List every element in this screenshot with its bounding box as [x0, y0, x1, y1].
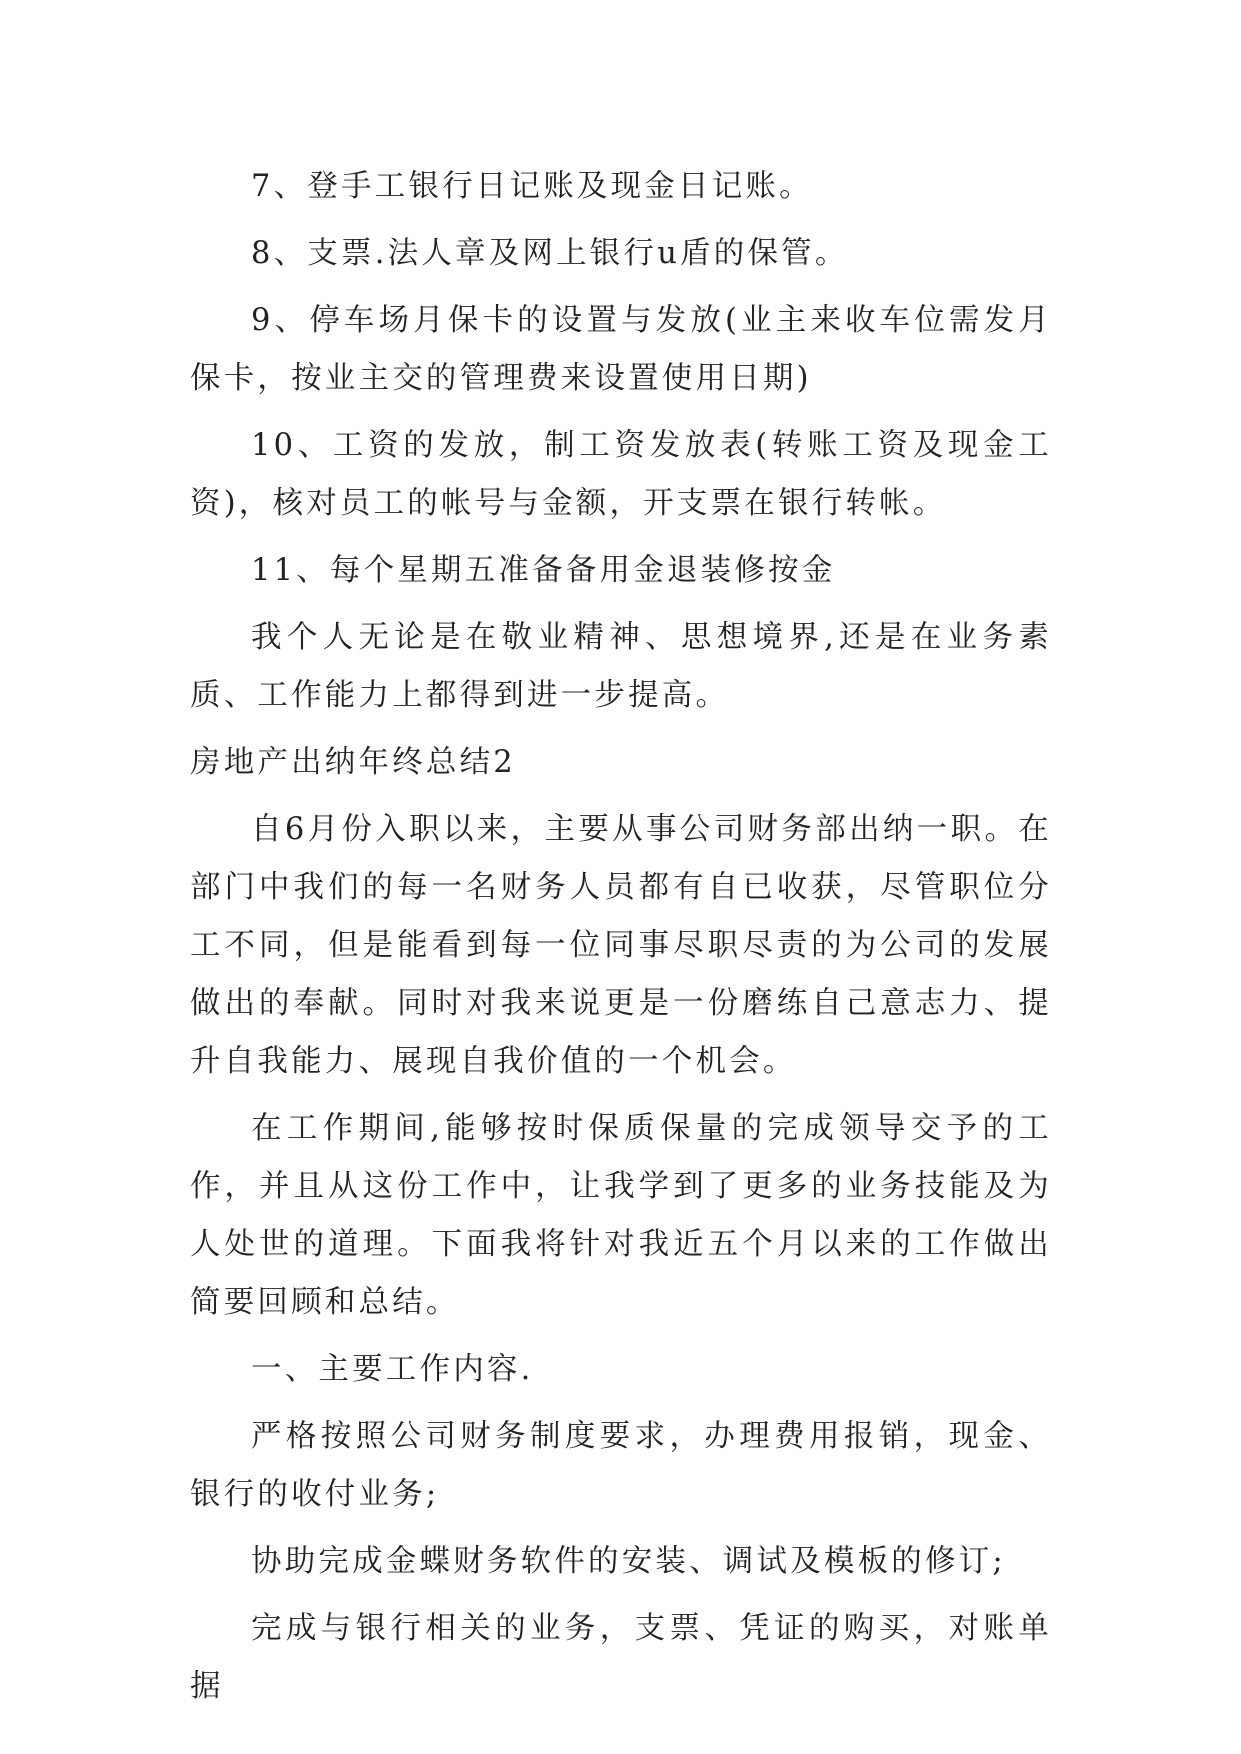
- paragraph-item-7: 7、登手工银行日记账及现金日记账。: [251, 169, 813, 204]
- document-page: [190, 158, 1052, 1725]
- section-title: 房地产出纳年终总结2: [190, 745, 516, 780]
- paragraph-work-period: 在工作期间,能够按时保质保量的完成领导交予的工作，并且从这份工作中，让我学到了更多的业务技能及为人处世的道理。下面我将针对我近五个月以来的工作做出简要回顾和总结。: [190, 1111, 1052, 1320]
- paragraph-item-8: 8、支票.法人章及网上银行u盾的保管。: [251, 236, 849, 271]
- paragraph-kingdee: 协助完成金蝶财务软件的安装、调试及模板的修订;: [251, 1544, 1006, 1579]
- paragraph-item-9: 9、停车场月保卡的设置与发放(业主来收车位需发月保卡，按业主交的管理费来设置使用日期): [190, 303, 1052, 396]
- paragraph-summary: 我个人无论是在敬业精神、思想境界,还是在业务素质、工作能力上都得到进一步提高。: [190, 620, 1052, 713]
- paragraph-item-11: 11、每个星期五准备备用金退装修按金: [251, 553, 836, 588]
- paragraph-item-10: 10、工资的发放，制工资发放表(转账工资及现金工资)，核对员工的帐号与金额，开支票在银行转帐。: [190, 428, 1052, 521]
- paragraph-main-work-heading: 一、主要工作内容.: [251, 1352, 534, 1387]
- paragraph-reimbursement: 严格按照公司财务制度要求，办理费用报销，现金、银行的收付业务;: [190, 1419, 1052, 1512]
- paragraph-intro: 自6月份入职以来，主要从事公司财务部出纳一职。在部门中我们的每一名财务人员都有自已收获，尽管职位分工不同，但是能看到每一位同事尽职尽责的为公司的发展做出的奉献。同时对我来说更是一份磨练自己意志力、提升自我能力、展现自我价值的一个机会。: [190, 812, 1052, 1079]
- paragraph-bank-business: 完成与银行相关的业务，支票、凭证的购买，对账单据: [190, 1611, 1052, 1704]
